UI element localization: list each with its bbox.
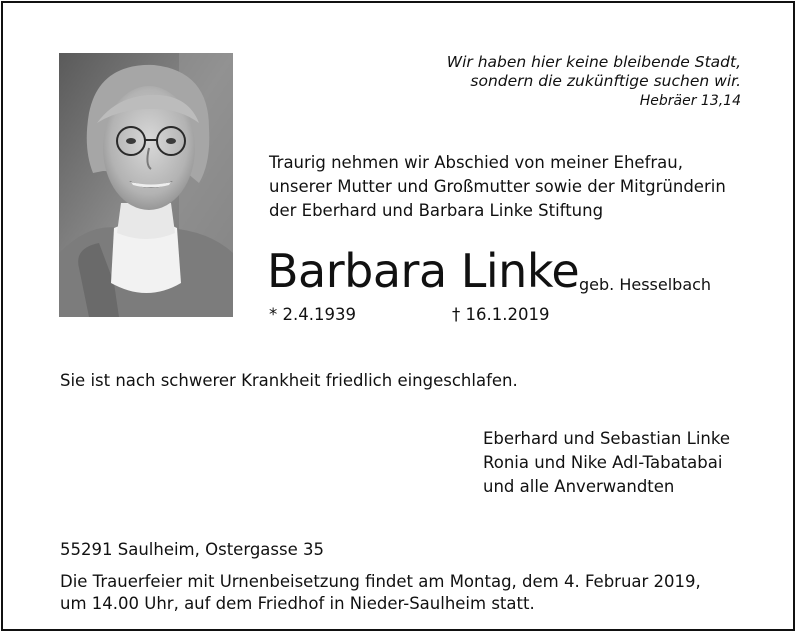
mourner-line: Ronia und Nike Adl-Tabatabai xyxy=(483,453,723,472)
mourner-line: und alle Anverwandten xyxy=(483,477,675,496)
statement: Sie ist nach schwerer Krankheit friedlich eingeschlafen. xyxy=(60,371,518,390)
intro-line: der Eberhard und Barbara Linke Stiftung xyxy=(269,201,604,220)
maiden-name: geb. Hesselbach xyxy=(579,275,712,294)
funeral-line: um 14.00 Uhr, auf dem Friedhof in Nieder-Saulheim statt. xyxy=(60,594,535,613)
funeral-info xyxy=(60,571,701,615)
death-date: † 16.1.2019 xyxy=(452,305,550,324)
mourner-line: Eberhard und Sebastian Linke xyxy=(483,429,730,448)
intro-line: Traurig nehmen wir Abschied von meiner Ehefrau, xyxy=(269,153,683,172)
quote-reference: Hebräer 13,14 xyxy=(639,93,741,109)
quote-line: Wir haben hier keine bleibende Stadt, xyxy=(446,53,741,71)
quote-line: sondern die zukünftige suchen wir. xyxy=(470,72,741,90)
intro-text xyxy=(269,151,726,223)
birth-date: * 2.4.1939 xyxy=(269,305,356,324)
bible-quote xyxy=(447,53,741,91)
portrait-photo xyxy=(59,53,233,317)
address: 55291 Saulheim, Ostergasse 35 xyxy=(60,540,324,559)
funeral-line: Die Trauerfeier mit Urnenbeisetzung findet am Montag, dem 4. Februar 2019, xyxy=(60,572,701,591)
obituary-notice xyxy=(1,1,795,631)
mourners-list xyxy=(483,427,730,499)
intro-line: unserer Mutter und Großmutter sowie der Mitgründerin xyxy=(269,177,726,196)
deceased-name: Barbara Linke xyxy=(267,244,580,298)
